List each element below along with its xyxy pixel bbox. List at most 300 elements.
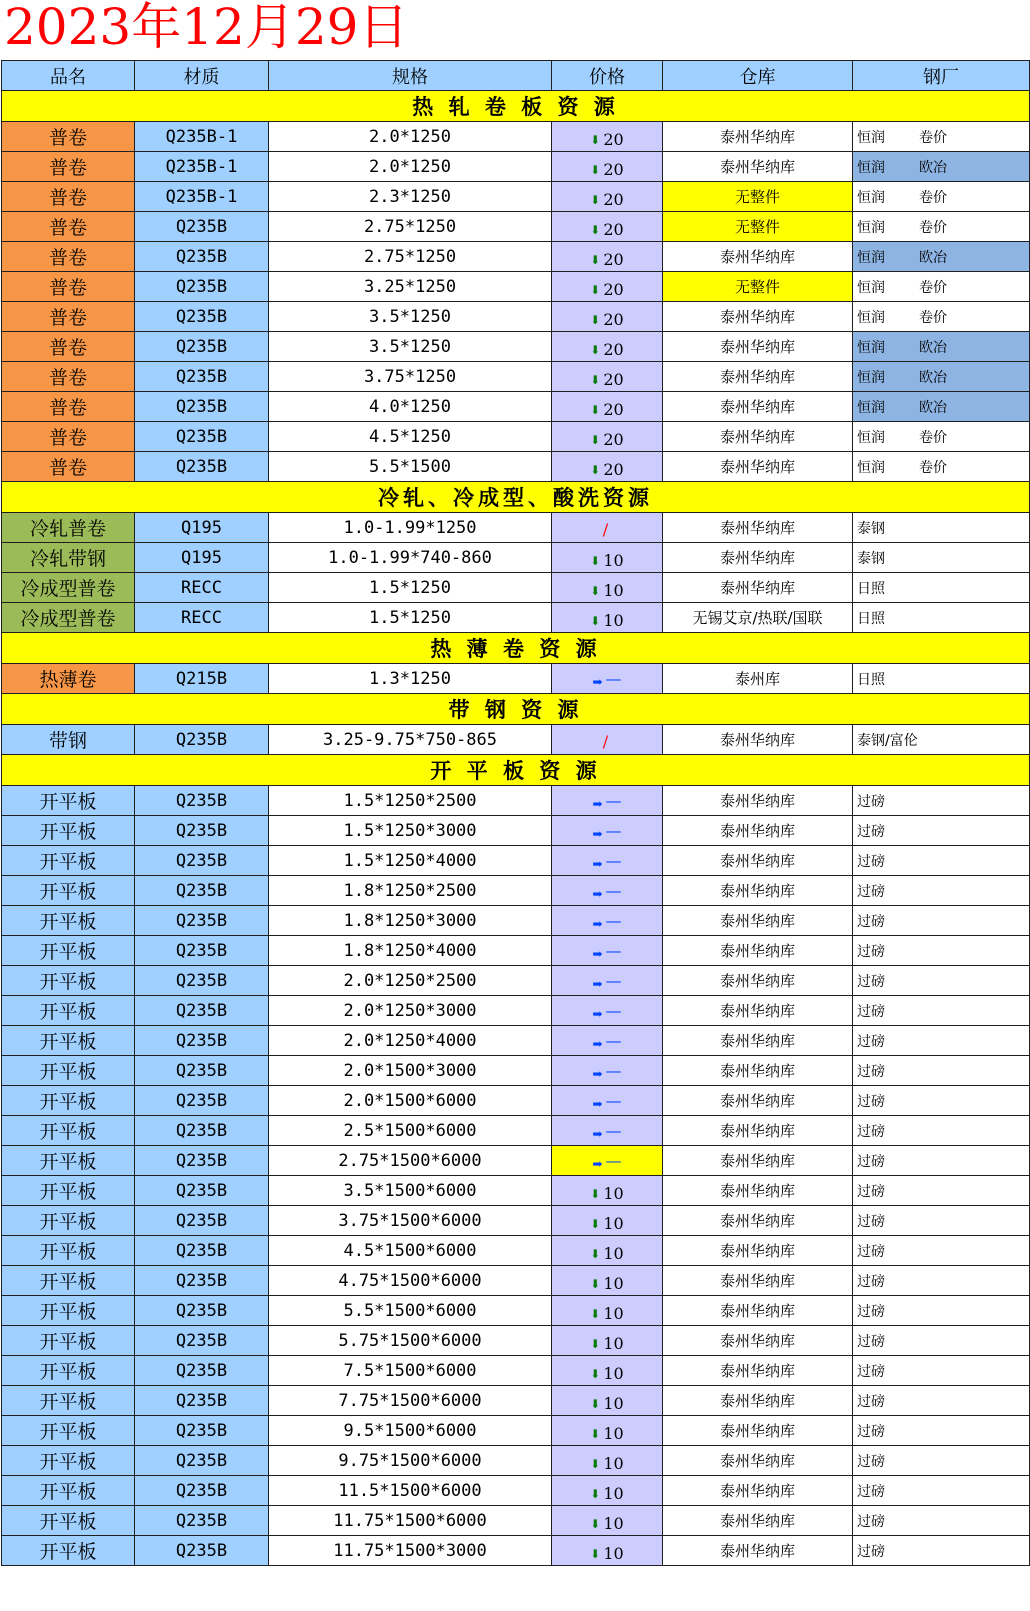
- arrow-down-icon: ⬇: [590, 614, 601, 628]
- arrow-down-icon: ⬇: [590, 403, 601, 417]
- mill-cell: [853, 182, 1030, 212]
- arrow-right-icon: ➡: [592, 1127, 603, 1141]
- table-row: [2, 1206, 1030, 1236]
- table-row: [2, 152, 1030, 182]
- price-value: 10: [603, 1334, 624, 1353]
- material-cell: Q235B: [135, 725, 269, 755]
- table-row: [2, 242, 1030, 272]
- mill-note: 卷价: [919, 429, 947, 446]
- price-cell: [552, 513, 663, 543]
- material-cell: Q235B: [135, 212, 269, 242]
- warehouse-cell: 泰州华纳库: [663, 573, 853, 603]
- product-name-cell: 热薄卷: [2, 664, 135, 694]
- section-title: 带 钢 资 源: [2, 694, 1030, 725]
- spec-cell: 9.5*1500*6000: [269, 1416, 552, 1446]
- section-header-row: [2, 633, 1030, 664]
- spec-cell: 7.75*1500*6000: [269, 1386, 552, 1416]
- warehouse-cell: 泰州华纳库: [663, 786, 853, 816]
- mill-name: 过磅: [857, 1093, 885, 1110]
- table-row: [2, 573, 1030, 603]
- material-cell: Q235B: [135, 1176, 269, 1206]
- warehouse-cell: 无整件: [663, 272, 853, 302]
- spec-cell: 2.0*1500*3000: [269, 1056, 552, 1086]
- header-mill: 钢厂: [853, 61, 1030, 91]
- mill-name: 过磅: [857, 823, 885, 840]
- warehouse-cell: 泰州华纳库: [663, 996, 853, 1026]
- material-cell: Q235B: [135, 876, 269, 906]
- spec-cell: 2.0*1250*4000: [269, 1026, 552, 1056]
- product-name-cell: 冷轧普卷: [2, 513, 135, 543]
- arrow-right-icon: ➡: [592, 827, 603, 841]
- material-cell: Q235B: [135, 846, 269, 876]
- spec-cell: 1.5*1250*4000: [269, 846, 552, 876]
- mill-note: 欧冶: [919, 159, 947, 176]
- product-name-cell: 普卷: [2, 392, 135, 422]
- mill-cell: [853, 603, 1030, 633]
- product-name-cell: 开平板: [2, 1476, 135, 1506]
- price-value: 20: [603, 460, 624, 479]
- price-cell: [552, 996, 663, 1026]
- spec-cell: 3.25-9.75*750-865: [269, 725, 552, 755]
- price-value: —: [605, 669, 622, 688]
- mill-cell: [853, 936, 1030, 966]
- arrow-down-icon: ⬇: [590, 584, 601, 598]
- warehouse-cell: 泰州华纳库: [663, 1296, 853, 1326]
- table-row: [2, 122, 1030, 152]
- warehouse-cell: 泰州华纳库: [663, 725, 853, 755]
- product-name-cell: 开平板: [2, 846, 135, 876]
- spec-cell: 1.0-1.99*1250: [269, 513, 552, 543]
- product-name-cell: 普卷: [2, 122, 135, 152]
- warehouse-cell: 泰州华纳库: [663, 1356, 853, 1386]
- arrow-right-icon: ➡: [592, 1157, 603, 1171]
- product-name-cell: 冷轧带钢: [2, 543, 135, 573]
- mill-note: 卷价: [919, 459, 947, 476]
- table-row: [2, 272, 1030, 302]
- mill-cell: [853, 242, 1030, 272]
- mill-cell: [853, 212, 1030, 242]
- price-value: 10: [603, 1214, 624, 1233]
- product-name-cell: 带钢: [2, 725, 135, 755]
- mill-name: 恒润: [857, 429, 885, 446]
- table-row: [2, 876, 1030, 906]
- mill-cell: [853, 1146, 1030, 1176]
- price-value: —: [605, 821, 622, 840]
- arrow-right-icon: ➡: [592, 917, 603, 931]
- section-title: 冷轧、冷成型、酸洗资源: [2, 482, 1030, 513]
- product-name-cell: 开平板: [2, 786, 135, 816]
- arrow-right-icon: ➡: [592, 977, 603, 991]
- table-row: [2, 1296, 1030, 1326]
- price-cell: [552, 1116, 663, 1146]
- spec-cell: 2.0*1250: [269, 122, 552, 152]
- warehouse-cell: 泰州华纳库: [663, 1536, 853, 1566]
- price-cell: [552, 422, 663, 452]
- spec-cell: 2.5*1500*6000: [269, 1116, 552, 1146]
- section-title: 热 薄 卷 资 源: [2, 633, 1030, 664]
- mill-name: 过磅: [857, 1393, 885, 1410]
- price-value: —: [605, 941, 622, 960]
- table-row: [2, 786, 1030, 816]
- price-cell: [552, 664, 663, 694]
- spec-cell: 3.75*1250: [269, 362, 552, 392]
- mill-note: 卷价: [919, 279, 947, 296]
- table-row: [2, 936, 1030, 966]
- mill-name: 过磅: [857, 1003, 885, 1020]
- mill-name: 过磅: [857, 1303, 885, 1320]
- material-cell: Q235B: [135, 936, 269, 966]
- warehouse-cell: 泰州华纳库: [663, 1206, 853, 1236]
- price-value: —: [605, 791, 622, 810]
- mill-name: 过磅: [857, 1333, 885, 1350]
- mill-cell: [853, 1476, 1030, 1506]
- product-name-cell: 开平板: [2, 1176, 135, 1206]
- material-cell: Q235B: [135, 1476, 269, 1506]
- table-row: [2, 362, 1030, 392]
- header-material: 材质: [135, 61, 269, 91]
- header-row: [2, 61, 1030, 91]
- price-cell: [552, 1296, 663, 1326]
- table-row: [2, 182, 1030, 212]
- arrow-down-icon: ⬇: [590, 1517, 601, 1531]
- warehouse-cell: 泰州华纳库: [663, 543, 853, 573]
- price-value: 20: [603, 190, 624, 209]
- arrow-down-icon: ⬇: [590, 1457, 601, 1471]
- table-row: [2, 1056, 1030, 1086]
- material-cell: Q235B: [135, 332, 269, 362]
- section-header-row: [2, 482, 1030, 513]
- warehouse-cell: 泰州华纳库: [663, 1056, 853, 1086]
- warehouse-cell: 泰州华纳库: [663, 1236, 853, 1266]
- price-value: 20: [603, 250, 624, 269]
- material-cell: Q235B: [135, 1506, 269, 1536]
- warehouse-cell: 泰州华纳库: [663, 816, 853, 846]
- spec-cell: 11.5*1500*6000: [269, 1476, 552, 1506]
- mill-name: 过磅: [857, 973, 885, 990]
- warehouse-cell: 泰州华纳库: [663, 1116, 853, 1146]
- price-cell: [552, 1206, 663, 1236]
- price-cell: [552, 122, 663, 152]
- arrow-down-icon: ⬇: [590, 1367, 601, 1381]
- material-cell: Q235B: [135, 1146, 269, 1176]
- price-value: 10: [603, 581, 624, 600]
- product-name-cell: 开平板: [2, 906, 135, 936]
- section-title: 开 平 板 资 源: [2, 755, 1030, 786]
- arrow-down-icon: ⬇: [590, 1427, 601, 1441]
- mill-note: 卷价: [919, 219, 947, 236]
- table-row: [2, 1146, 1030, 1176]
- price-cell: [552, 1146, 663, 1176]
- warehouse-cell: 泰州华纳库: [663, 392, 853, 422]
- mill-name: 过磅: [857, 1453, 885, 1470]
- price-value: —: [605, 1001, 622, 1020]
- spec-cell: 5.5*1500: [269, 452, 552, 482]
- price-cell: [552, 1506, 663, 1536]
- material-cell: Q235B: [135, 786, 269, 816]
- product-name-cell: 开平板: [2, 1536, 135, 1566]
- mill-name: 日照: [857, 580, 885, 597]
- mill-name: 恒润: [857, 309, 885, 326]
- mill-cell: [853, 513, 1030, 543]
- material-cell: Q235B: [135, 452, 269, 482]
- spec-cell: 1.5*1250*3000: [269, 816, 552, 846]
- mill-cell: [853, 966, 1030, 996]
- arrow-down-icon: ⬇: [590, 1487, 601, 1501]
- mill-name: 恒润: [857, 279, 885, 296]
- section-header-row: [2, 694, 1030, 725]
- table-row: [2, 452, 1030, 482]
- table-row: [2, 422, 1030, 452]
- spec-cell: 4.5*1250: [269, 422, 552, 452]
- product-name-cell: 开平板: [2, 996, 135, 1026]
- warehouse-cell: 泰州华纳库: [663, 1086, 853, 1116]
- mill-note: 欧冶: [919, 249, 947, 266]
- warehouse-cell: 无整件: [663, 182, 853, 212]
- mill-note: 欧冶: [919, 369, 947, 386]
- arrow-down-icon: ⬇: [590, 1247, 601, 1261]
- material-cell: Q235B: [135, 1536, 269, 1566]
- warehouse-cell: 泰州华纳库: [663, 1476, 853, 1506]
- table-row: [2, 1026, 1030, 1056]
- price-cell: [552, 302, 663, 332]
- warehouse-cell: 泰州华纳库: [663, 1266, 853, 1296]
- arrow-down-icon: ⬇: [590, 1397, 601, 1411]
- price-cell: [552, 392, 663, 422]
- price-value: —: [605, 1121, 622, 1140]
- warehouse-cell: 泰州华纳库: [663, 122, 853, 152]
- material-cell: Q235B: [135, 242, 269, 272]
- price-cell: [552, 786, 663, 816]
- price-value: /: [602, 732, 609, 751]
- section-header-row: [2, 91, 1030, 122]
- product-name-cell: 开平板: [2, 1236, 135, 1266]
- warehouse-cell: 泰州华纳库: [663, 1176, 853, 1206]
- mill-name: 过磅: [857, 1243, 885, 1260]
- mill-name: 过磅: [857, 1273, 885, 1290]
- product-name-cell: 开平板: [2, 936, 135, 966]
- price-cell: [552, 603, 663, 633]
- material-cell: Q235B: [135, 1206, 269, 1236]
- material-cell: Q235B: [135, 816, 269, 846]
- mill-cell: [853, 725, 1030, 755]
- arrow-down-icon: ⬇: [590, 133, 601, 147]
- arrow-right-icon: ➡: [592, 857, 603, 871]
- warehouse-cell: 泰州华纳库: [663, 1026, 853, 1056]
- product-name-cell: 开平板: [2, 1026, 135, 1056]
- price-cell: [552, 212, 663, 242]
- mill-name: 过磅: [857, 793, 885, 810]
- spec-cell: 3.5*1250: [269, 302, 552, 332]
- header-name: 品名: [2, 61, 135, 91]
- mill-cell: [853, 302, 1030, 332]
- warehouse-cell: 泰州华纳库: [663, 242, 853, 272]
- price-cell: [552, 1416, 663, 1446]
- table-row: [2, 332, 1030, 362]
- price-value: 10: [603, 551, 624, 570]
- header-spec: 规格: [269, 61, 552, 91]
- material-cell: Q235B: [135, 1356, 269, 1386]
- mill-cell: [853, 876, 1030, 906]
- price-value: —: [605, 1061, 622, 1080]
- mill-cell: [853, 1446, 1030, 1476]
- spec-cell: 1.0-1.99*740-860: [269, 543, 552, 573]
- mill-cell: [853, 1206, 1030, 1236]
- price-value: 10: [603, 1274, 624, 1293]
- warehouse-cell: 无整件: [663, 212, 853, 242]
- price-table: [1, 60, 1030, 1566]
- price-cell: [552, 725, 663, 755]
- table-row: [2, 1476, 1030, 1506]
- section-title: 热 轧 卷 板 资 源: [2, 91, 1030, 122]
- page-title: 2023年12月29日: [4, 0, 409, 56]
- material-cell: Q235B: [135, 392, 269, 422]
- warehouse-cell: 泰州华纳库: [663, 846, 853, 876]
- warehouse-cell: 泰州库: [663, 664, 853, 694]
- mill-name: 过磅: [857, 1123, 885, 1140]
- material-cell: Q235B: [135, 1236, 269, 1266]
- price-value: 20: [603, 160, 624, 179]
- spec-cell: 1.5*1250: [269, 573, 552, 603]
- mill-name: 过磅: [857, 913, 885, 930]
- spec-cell: 1.5*1250: [269, 603, 552, 633]
- product-name-cell: 开平板: [2, 1356, 135, 1386]
- arrow-down-icon: ⬇: [590, 223, 601, 237]
- mill-name: 过磅: [857, 1423, 885, 1440]
- product-name-cell: 普卷: [2, 242, 135, 272]
- product-name-cell: 冷成型普卷: [2, 573, 135, 603]
- mill-name: 日照: [857, 610, 885, 627]
- price-cell: [552, 906, 663, 936]
- spec-cell: 7.5*1500*6000: [269, 1356, 552, 1386]
- arrow-down-icon: ⬇: [590, 193, 601, 207]
- mill-cell: [853, 1536, 1030, 1566]
- spec-cell: 2.75*1500*6000: [269, 1146, 552, 1176]
- mill-name: 过磅: [857, 1513, 885, 1530]
- table-row: [2, 664, 1030, 694]
- material-cell: Q235B-1: [135, 182, 269, 212]
- price-value: 10: [603, 1364, 624, 1383]
- price-value: 10: [603, 1244, 624, 1263]
- table-row: [2, 1266, 1030, 1296]
- mill-cell: [853, 1026, 1030, 1056]
- product-name-cell: 开平板: [2, 1266, 135, 1296]
- mill-name: 泰钢: [857, 520, 885, 537]
- arrow-down-icon: ⬇: [590, 1307, 601, 1321]
- price-value: 20: [603, 370, 624, 389]
- material-cell: Q235B: [135, 1416, 269, 1446]
- spec-cell: 3.5*1250: [269, 332, 552, 362]
- arrow-down-icon: ⬇: [590, 163, 601, 177]
- product-name-cell: 开平板: [2, 1116, 135, 1146]
- arrow-right-icon: ➡: [592, 675, 603, 689]
- warehouse-cell: 泰州华纳库: [663, 1446, 853, 1476]
- price-cell: [552, 182, 663, 212]
- material-cell: Q215B: [135, 664, 269, 694]
- price-cell: [552, 1176, 663, 1206]
- table-row: [2, 1326, 1030, 1356]
- arrow-down-icon: ⬇: [590, 283, 601, 297]
- mill-note: 欧冶: [919, 399, 947, 416]
- material-cell: Q235B: [135, 1266, 269, 1296]
- material-cell: Q235B: [135, 1116, 269, 1146]
- spec-cell: 3.5*1500*6000: [269, 1176, 552, 1206]
- price-value: /: [602, 520, 609, 539]
- material-cell: RECC: [135, 573, 269, 603]
- table-row: [2, 1506, 1030, 1536]
- product-name-cell: 开平板: [2, 1326, 135, 1356]
- price-cell: [552, 1056, 663, 1086]
- price-cell: [552, 1026, 663, 1056]
- table-row: [2, 1086, 1030, 1116]
- mill-cell: [853, 664, 1030, 694]
- mill-name: 恒润: [857, 219, 885, 236]
- warehouse-cell: 泰州华纳库: [663, 1386, 853, 1416]
- product-name-cell: 普卷: [2, 452, 135, 482]
- mill-name: 过磅: [857, 1153, 885, 1170]
- arrow-down-icon: ⬇: [590, 1217, 601, 1231]
- product-name-cell: 开平板: [2, 1296, 135, 1326]
- price-cell: [552, 876, 663, 906]
- mill-name: 过磅: [857, 1183, 885, 1200]
- price-value: 20: [603, 430, 624, 449]
- warehouse-cell: 无锡艾京/热联/国联: [663, 603, 853, 633]
- price-cell: [552, 452, 663, 482]
- price-cell: [552, 846, 663, 876]
- table-row: [2, 1236, 1030, 1266]
- mill-cell: [853, 1116, 1030, 1146]
- spec-cell: 3.75*1500*6000: [269, 1206, 552, 1236]
- mill-name: 过磅: [857, 1213, 885, 1230]
- product-name-cell: 开平板: [2, 1146, 135, 1176]
- product-name-cell: 开平板: [2, 1206, 135, 1236]
- mill-name: 泰钢: [857, 550, 885, 567]
- material-cell: Q195: [135, 513, 269, 543]
- price-cell: [552, 152, 663, 182]
- mill-cell: [853, 1506, 1030, 1536]
- arrow-down-icon: ⬇: [590, 463, 601, 477]
- spec-cell: 11.75*1500*3000: [269, 1536, 552, 1566]
- price-value: 20: [603, 280, 624, 299]
- mill-cell: [853, 1086, 1030, 1116]
- spec-cell: 9.75*1500*6000: [269, 1446, 552, 1476]
- price-cell: [552, 936, 663, 966]
- material-cell: Q235B: [135, 302, 269, 332]
- mill-name: 恒润: [857, 459, 885, 476]
- price-cell: [552, 362, 663, 392]
- mill-name: 过磅: [857, 853, 885, 870]
- product-name-cell: 普卷: [2, 182, 135, 212]
- arrow-down-icon: ⬇: [590, 313, 601, 327]
- arrow-right-icon: ➡: [592, 797, 603, 811]
- product-name-cell: 普卷: [2, 152, 135, 182]
- warehouse-cell: 泰州华纳库: [663, 936, 853, 966]
- price-cell: [552, 1476, 663, 1506]
- table-row: [2, 1416, 1030, 1446]
- price-cell: [552, 1386, 663, 1416]
- warehouse-cell: 泰州华纳库: [663, 1146, 853, 1176]
- product-name-cell: 普卷: [2, 332, 135, 362]
- product-name-cell: 普卷: [2, 362, 135, 392]
- price-cell: [552, 272, 663, 302]
- mill-note: 欧冶: [919, 339, 947, 356]
- table-row: [2, 1176, 1030, 1206]
- mill-cell: [853, 786, 1030, 816]
- price-cell: [552, 816, 663, 846]
- material-cell: Q235B: [135, 1296, 269, 1326]
- price-value: 10: [603, 1514, 624, 1533]
- price-value: —: [605, 881, 622, 900]
- mill-name: 恒润: [857, 249, 885, 266]
